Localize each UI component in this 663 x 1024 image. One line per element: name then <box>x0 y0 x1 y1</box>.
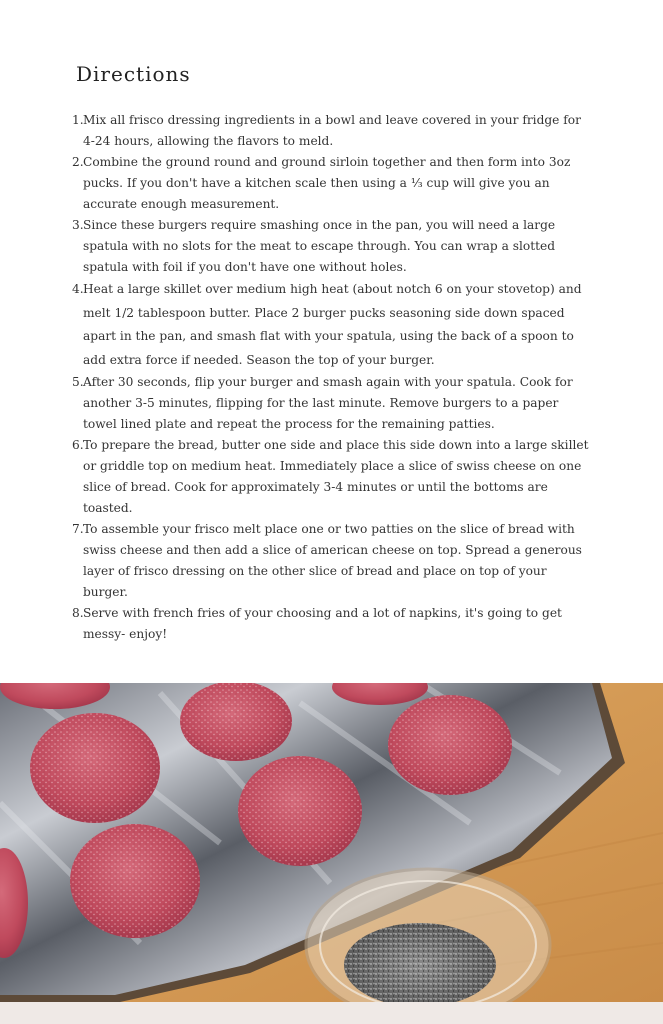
step-number: 1. <box>72 113 84 127</box>
directions-heading: Directions <box>76 62 191 86</box>
patty <box>388 695 512 795</box>
patty <box>238 756 362 866</box>
direction-step <box>72 519 592 603</box>
footer-band <box>0 1002 663 1024</box>
step-number: 2. <box>72 155 84 169</box>
patty <box>70 824 200 938</box>
step-text: Heat a large skillet over medium high heat (about notch 6 on your stovetop) and melt 1/2 tablespoon butter. Place 2 burger pucks seasoning side down spaced apart in the pan, and smash flat with your spatula, using the back of a spoon to add extra force if needed. Season the top of your burger. <box>83 282 582 367</box>
step-number: 8. <box>72 606 84 620</box>
step-text: To prepare the bread, butter one side and place this side down into a large skillet or griddle top on medium heat. Immediately place a slice of swiss cheese on one slice of bread. Cook for approximately 3-4 minutes or until the bottoms are toasted. <box>83 438 589 515</box>
step-number: 7. <box>72 522 84 536</box>
burger-patties-photo <box>0 683 663 1002</box>
direction-step <box>72 278 592 372</box>
step-text: Mix all frisco dressing ingredients in a bowl and leave covered in your fridge for 4-24 hours, allowing the flavors to meld. <box>83 113 581 148</box>
step-number: 4. <box>72 282 84 296</box>
step-text: Combine the ground round and ground sirloin together and then form into 3oz pucks. If you don't have a kitchen scale then using a ⅓ cup will give you an accurate enough measurement. <box>83 155 571 211</box>
step-text: After 30 seconds, flip your burger and smash again with your spatula. Cook for another 3-5 minutes, flipping for the last minute. Remove burgers to a paper towel lined plate and repeat the process for the remaining patties. <box>83 375 573 431</box>
step-text: To assemble your frisco melt place one or two patties on the slice of bread with swiss cheese and then add a slice of american cheese on top. Spread a generous layer of frisco dressing on the other slice of bread and place on top of your burger. <box>83 522 582 599</box>
direction-step <box>72 372 592 435</box>
direction-step <box>72 215 592 278</box>
step-number: 5. <box>72 375 84 389</box>
direction-step <box>72 152 592 215</box>
patty <box>180 683 292 761</box>
step-number: 6. <box>72 438 84 452</box>
direction-step <box>72 603 592 645</box>
step-text: Since these burgers require smashing once in the pan, you will need a large spatula with no slots for the meat to escape through. You can wrap a slotted spatula with foil if you don't have one without holes. <box>83 218 556 274</box>
directions-list <box>72 110 592 645</box>
patty <box>30 713 160 823</box>
step-number: 3. <box>72 218 84 232</box>
direction-step <box>72 110 592 152</box>
direction-step <box>72 435 592 519</box>
step-text: Serve with french fries of your choosing and a lot of napkins, it's going to get messy- enjoy! <box>83 606 562 641</box>
